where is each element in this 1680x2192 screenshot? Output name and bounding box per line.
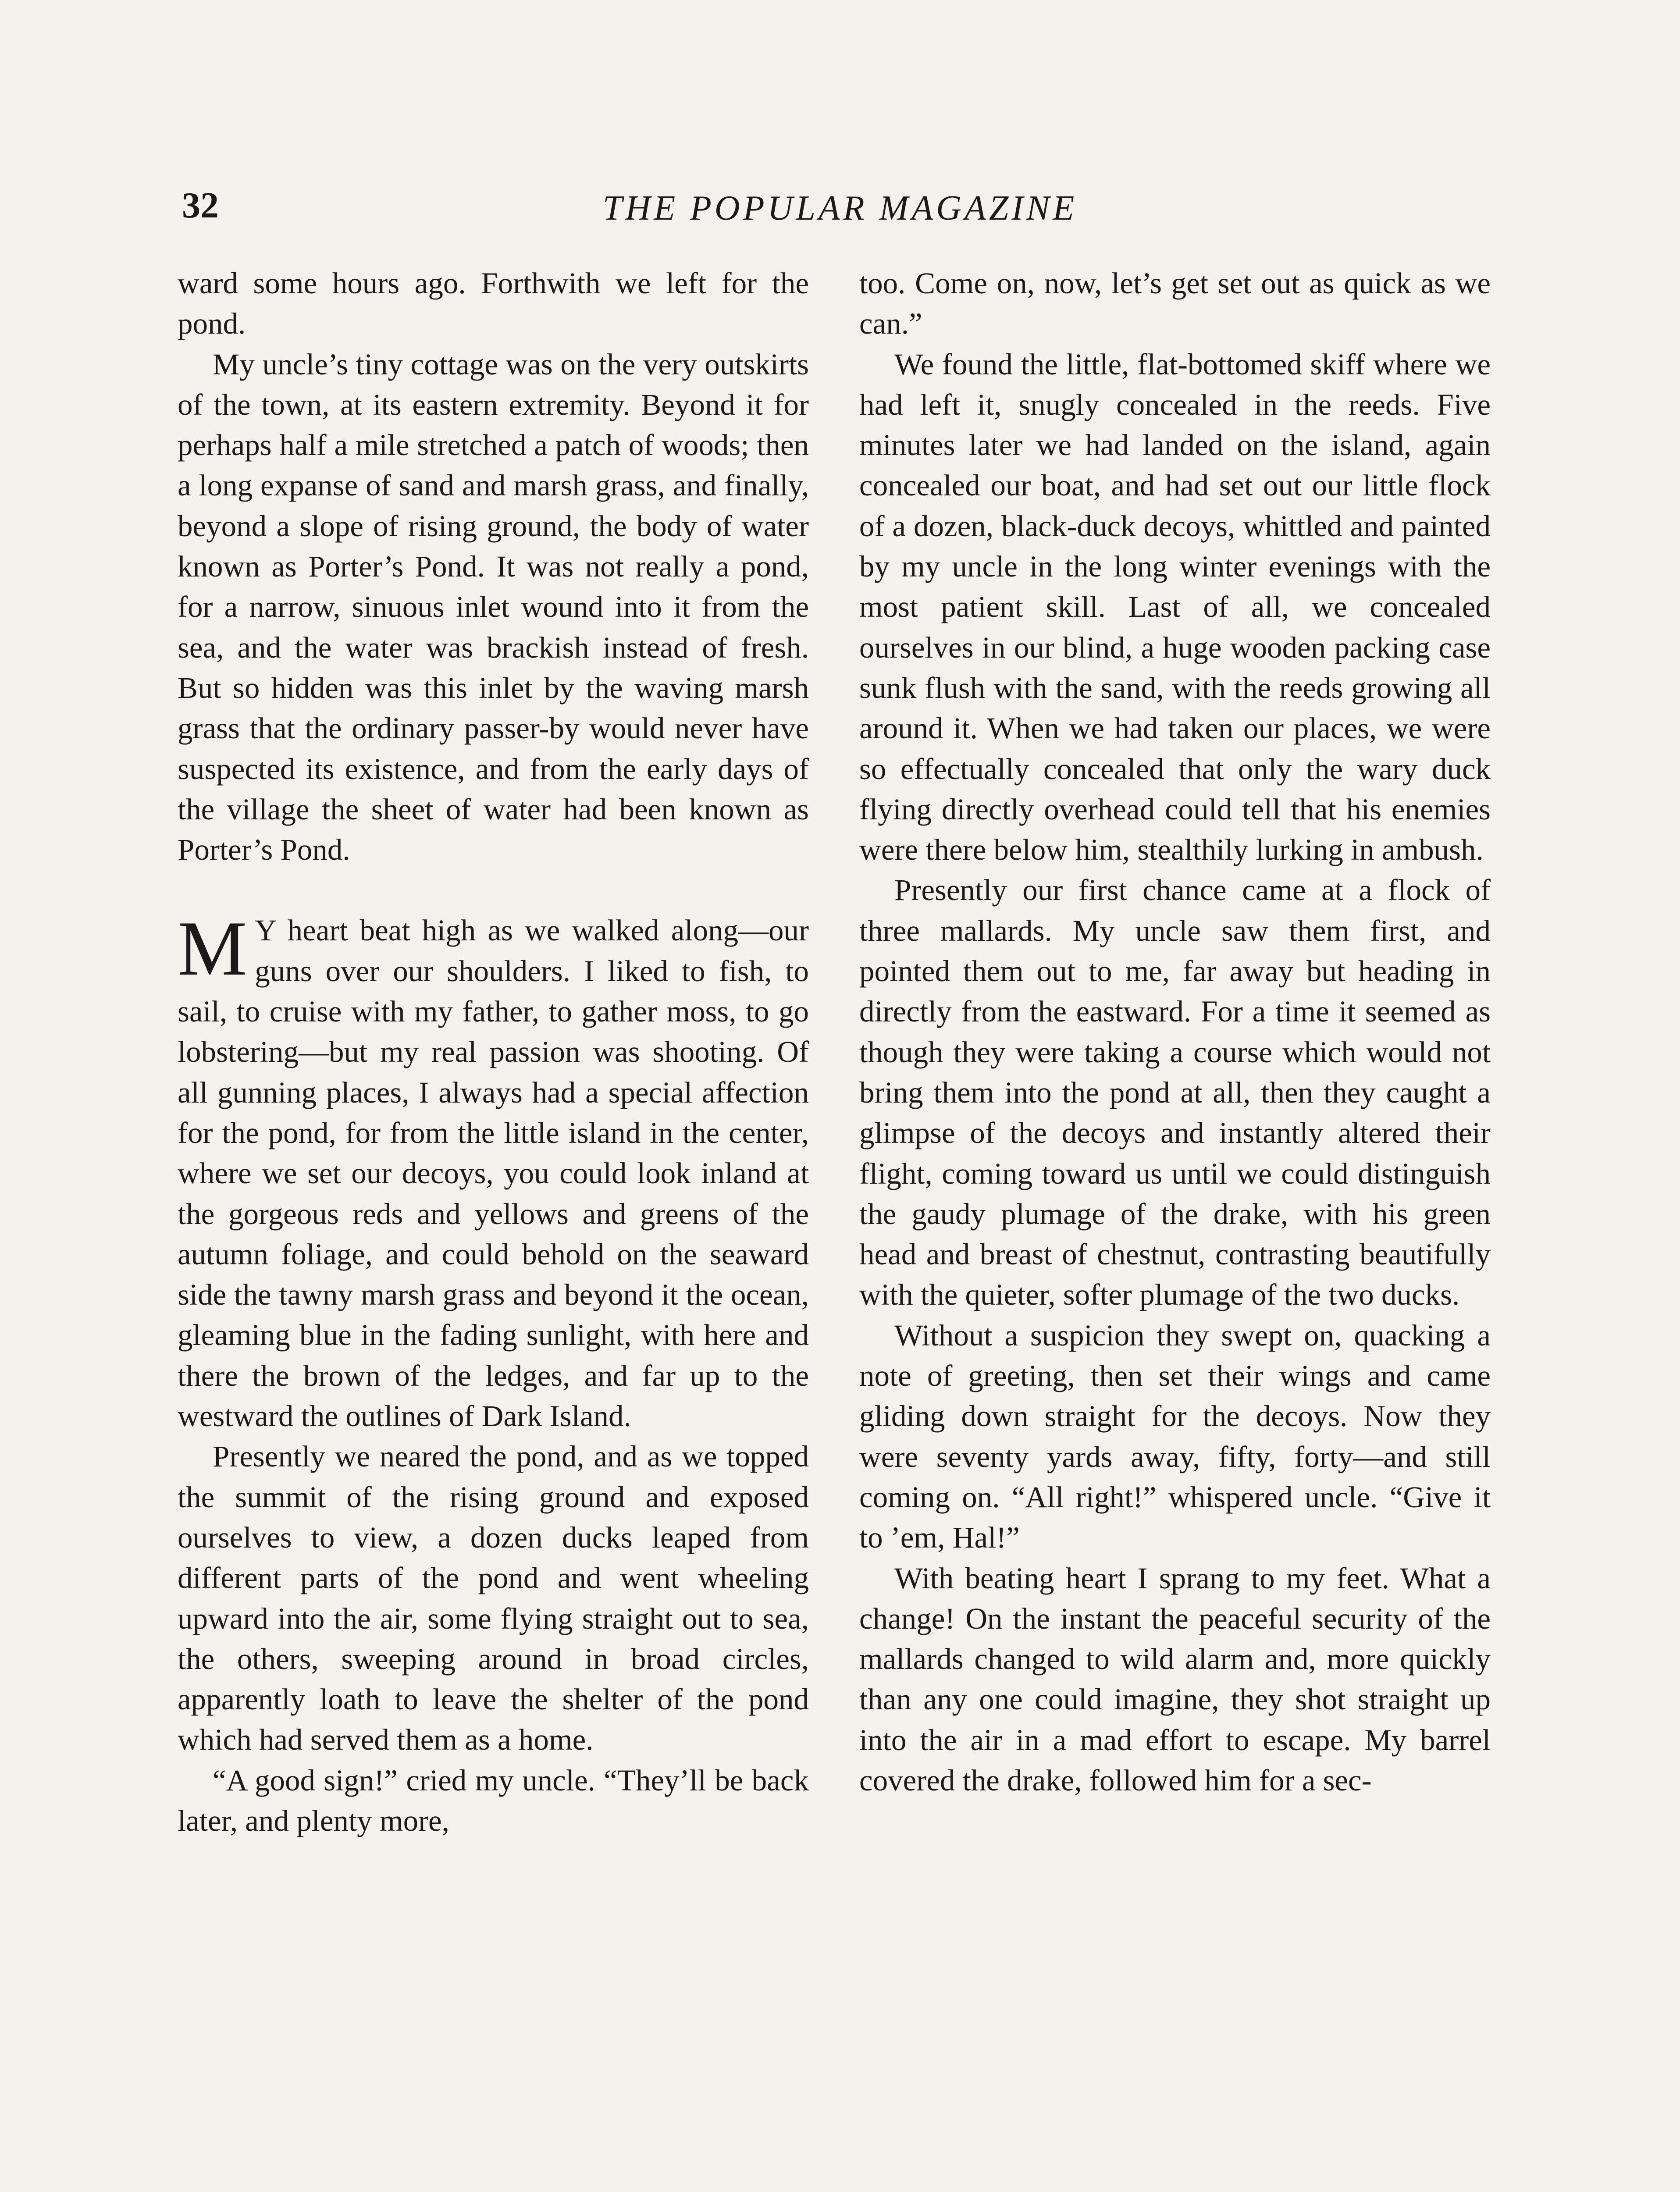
paragraph: ward some hours ago. Forthwith we left for the pond. (178, 267, 809, 341)
section-paragraph (178, 905, 809, 1436)
paragraph: With beating heart I sprang to my feet. What a change! On the instant the peaceful security of the mallards changed to wild alarm and, more quickly than any one could imagine, they shot straight up into the air in a mad effort to escape. My barrel covered the drake, followed him for a sec- (859, 1561, 1491, 1797)
running-title: THE POPULAR MAGAZINE (602, 189, 1078, 228)
paragraph: We found the little, flat-bottomed skiff where we had left it, snugly concealed in the reeds. Five minutes later we had landed on the island, again concealed our boat, and had set out our little flock of a dozen, black-duck decoys, whittled and painted by my uncle in the long winter evenings with the most patient skill. Last of all, we concealed ourselves in our blind, a huge wooden packing case sunk flush with the sand, with the reeds growing all around it. When we had taken our places, we were so effectually concealed that only the wary duck flying directly overhead could tell that his enemies were there below him, stealthily lurking in ambush. (859, 347, 1491, 867)
page-number: 32 (182, 185, 219, 226)
paragraph: too. Come on, now, let’s get set out as quick as we can.” (859, 267, 1491, 341)
paragraph-text: Y heart beat high as we walked along—our guns over our shoulders. I liked to fish, to sail, to cruise with my father, to gather moss, to go lobstering—but my real passion was shooting. Of all gunning places, I always had a special affection for the pond, for from the little island in the center, where we set our decoys, you could look inland at the gorgeous reds and yellows and greens of the autumn foliage, and could behold on the seaward side the tawny marsh grass and beyond it the ocean, gleaming blue in the fading sunlight, with here and there the brown of the ledges, and far up to the westward the outlines of Dark Island. (178, 914, 809, 1433)
paragraph: Presently our first chance came at a flock of three mallards. My uncle saw them first, and pointed them out to me, far away but heading in directly from the eastward. For a time it seemed as though they were taking a course which would not bring them into the pond at all, then they caught a glimpse of the decoys and instantly altered their flight, coming toward us until we could distinguish the gaudy plumage of the drake, with his green head and breast of chestnut, contrasting beautifully with the quieter, softer plumage of the two ducks. (859, 873, 1491, 1312)
paragraph: Presently we neared the pond, and as we topped the summit of the rising ground and exposed ourselves to view, a dozen ducks leaped from different parts of the pond and went wheeling upward into the air, some flying straight out to sea, the others, sweeping around in broad circles, apparently loath to leave the shelter of the pond which had served them as a home. (178, 1440, 809, 1757)
paragraph: “A good sign!” cried my uncle. “They’ll be back later, and plenty more, (178, 1763, 809, 1837)
paragraph: Without a suspicion they swept on, quacking a note of greeting, then set their wings and came gliding down straight for the decoys. Now they were seventy yards away, fifty, forty—and still coming on. “All right!” whispered uncle. “Give it to ’em, Hal!” (859, 1318, 1491, 1555)
left-column (178, 263, 809, 1841)
drop-cap: M (178, 905, 247, 992)
right-column (859, 263, 1491, 1801)
paragraph: My uncle’s tiny cottage was on the very outskirts of the town, at its eastern extremity. Beyond it for perhaps half a mile stretched a patch of woods; then a long expanse of sand and marsh grass, and finally, beyond a slope of rising ground, the body of water known as Porter’s Pond. It was not really a pond, for a narrow, sinuous inlet wound into it from the sea, and the water was brackish instead of fresh. But so hidden was this inlet by the waving marsh grass that the ordinary passer-by would never have suspected its existence, and from the early days of the village the sheet of water had been known as Porter’s Pond. (178, 347, 809, 867)
